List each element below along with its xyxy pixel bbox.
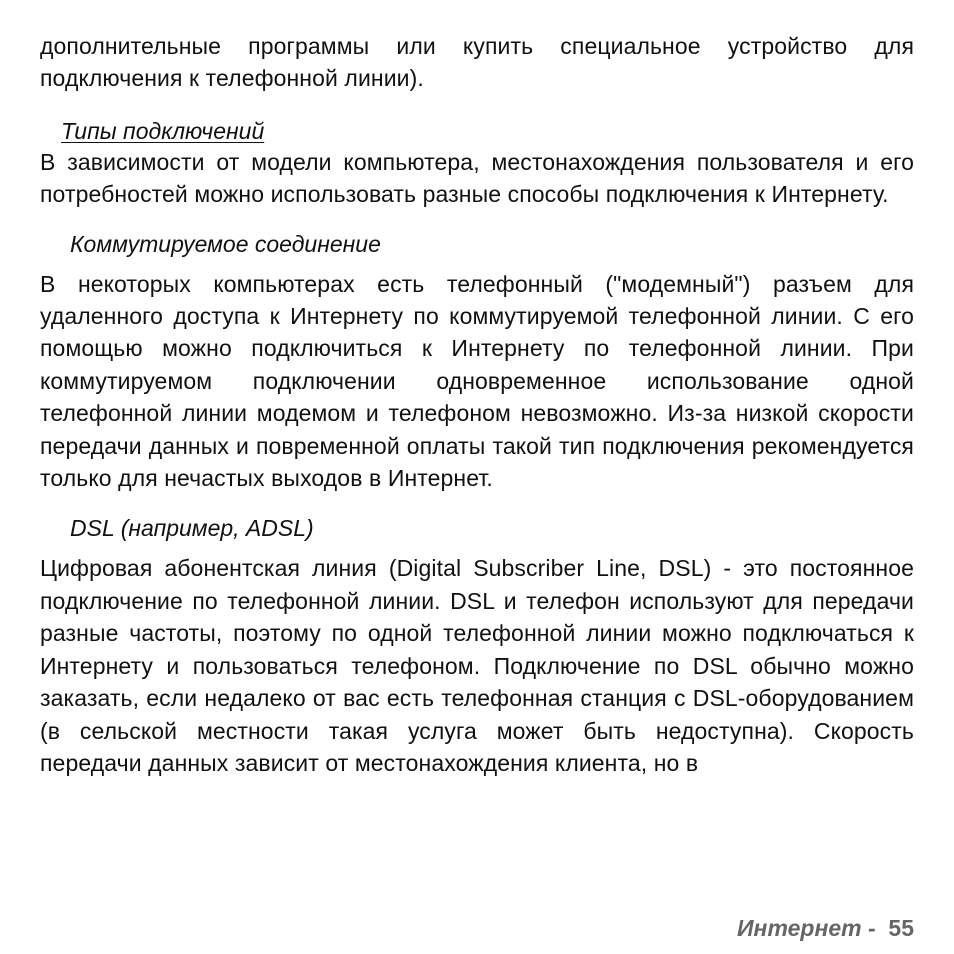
paragraph-continuation: дополнительные программы или купить специальное устройство для подключения к телефонной линии). (40, 33, 914, 92)
subheading-dsl: DSL (например, ADSL) (70, 515, 314, 542)
section-heading: Типы подключений (61, 117, 265, 144)
paragraph-connection-types: В зависимости от модели компьютера, местонахождения пользователя и его потребностей можно использовать разные способы подключения к Интернету. (40, 148, 914, 208)
page-number: 55 (888, 915, 914, 941)
footer-section-title: Интернет - (737, 915, 876, 941)
document-page (40, 30, 914, 779)
subheading-dialup: Коммутируемое соединение (70, 230, 381, 257)
paragraph-dialup: В некоторых компьютерах есть телефонный ("модемный") разъем для удаленного доступа к Интернету по коммутируемой телефонной линии. С его помощью можно подключиться к Интернету по телефонной линии. При коммутируемом подключении одновременное использование одной телефонной линии модемом и телефоном невозможно. Из-за низкой скорости передачи данных и повременной оплаты такой тип подключения рекомендуется только для нечастых выходов в Интернет. (40, 270, 914, 492)
paragraph-dsl: Цифровая абонентская линия (Digital Subscriber Line, DSL) - это постоянное подключение по телефонной линии. DSL и телефон используют для передачи разные частоты, поэтому по одной телефонной линии можно подключаться к Интернету и пользоваться телефоном. Подключение по DSL обычно можно заказать, если недалеко от вас есть телефонная станция с DSL-оборудованием (в сельской местности такая услуга может быть недоступна). Скорость передачи данных зависит от местонахождения клиента, но в (40, 555, 914, 776)
page-footer (737, 913, 914, 943)
